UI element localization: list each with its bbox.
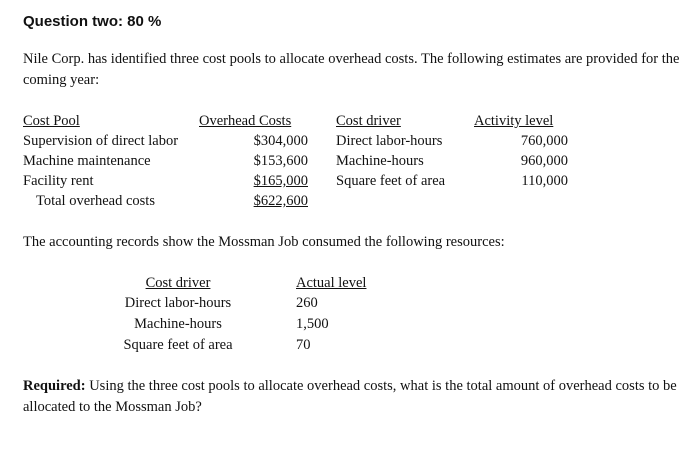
row2-activity: 960,000 — [520, 153, 568, 169]
header-cost-driver: Cost driver — [336, 113, 401, 129]
header-cost-pool: Cost Pool — [23, 113, 80, 129]
t2-row1-driver: Direct labor-hours — [124, 295, 232, 311]
t2-row2-actual: 1,500 — [296, 316, 329, 332]
row2-cost: $153,600 — [253, 153, 308, 169]
required-paragraph — [23, 376, 695, 418]
header-activity-level: Activity level — [474, 113, 554, 129]
row3-activity: 110,000 — [521, 173, 568, 189]
row1-driver: Direct labor-hours — [336, 133, 443, 149]
t2-row1-actual: 260 — [296, 295, 318, 311]
t2-row3-actual: 70 — [296, 337, 311, 353]
row1-activity: 760,000 — [520, 133, 568, 149]
t2-header-actual-level: Actual level — [296, 275, 367, 291]
row2-pool: Machine maintenance — [23, 153, 151, 169]
required-text: Using the three cost pools to allocate overhead costs, what is the total amount of overhead costs to be allocated to the Mossman Job? — [23, 378, 677, 415]
t2-header-cost-driver: Cost driver — [145, 275, 211, 291]
row1-cost: $304,000 — [253, 133, 308, 149]
t2-row3-driver: Square feet of area — [123, 337, 233, 353]
row3-pool: Facility rent — [23, 173, 94, 189]
row1-pool: Supervision of direct labor — [23, 133, 179, 149]
row3-cost: $165,000 — [253, 173, 308, 189]
required-label: Required: — [23, 378, 86, 394]
t2-row2-driver: Machine-hours — [134, 316, 222, 332]
row3-driver: Square feet of area — [336, 173, 446, 189]
total-overhead-label: Total overhead costs — [36, 193, 155, 209]
total-overhead-value: $622,600 — [253, 193, 308, 209]
header-overhead-costs: Overhead Costs — [199, 113, 292, 129]
records-paragraph: The accounting records show the Mossman Job consumed the following resources: — [23, 234, 505, 250]
intro-paragraph: Nile Corp. has identified three cost pools to allocate overhead costs. The following estimates are provided for the coming year: — [23, 51, 680, 88]
question-heading: Question two: 80 % — [23, 13, 162, 30]
row2-driver: Machine-hours — [336, 153, 424, 169]
